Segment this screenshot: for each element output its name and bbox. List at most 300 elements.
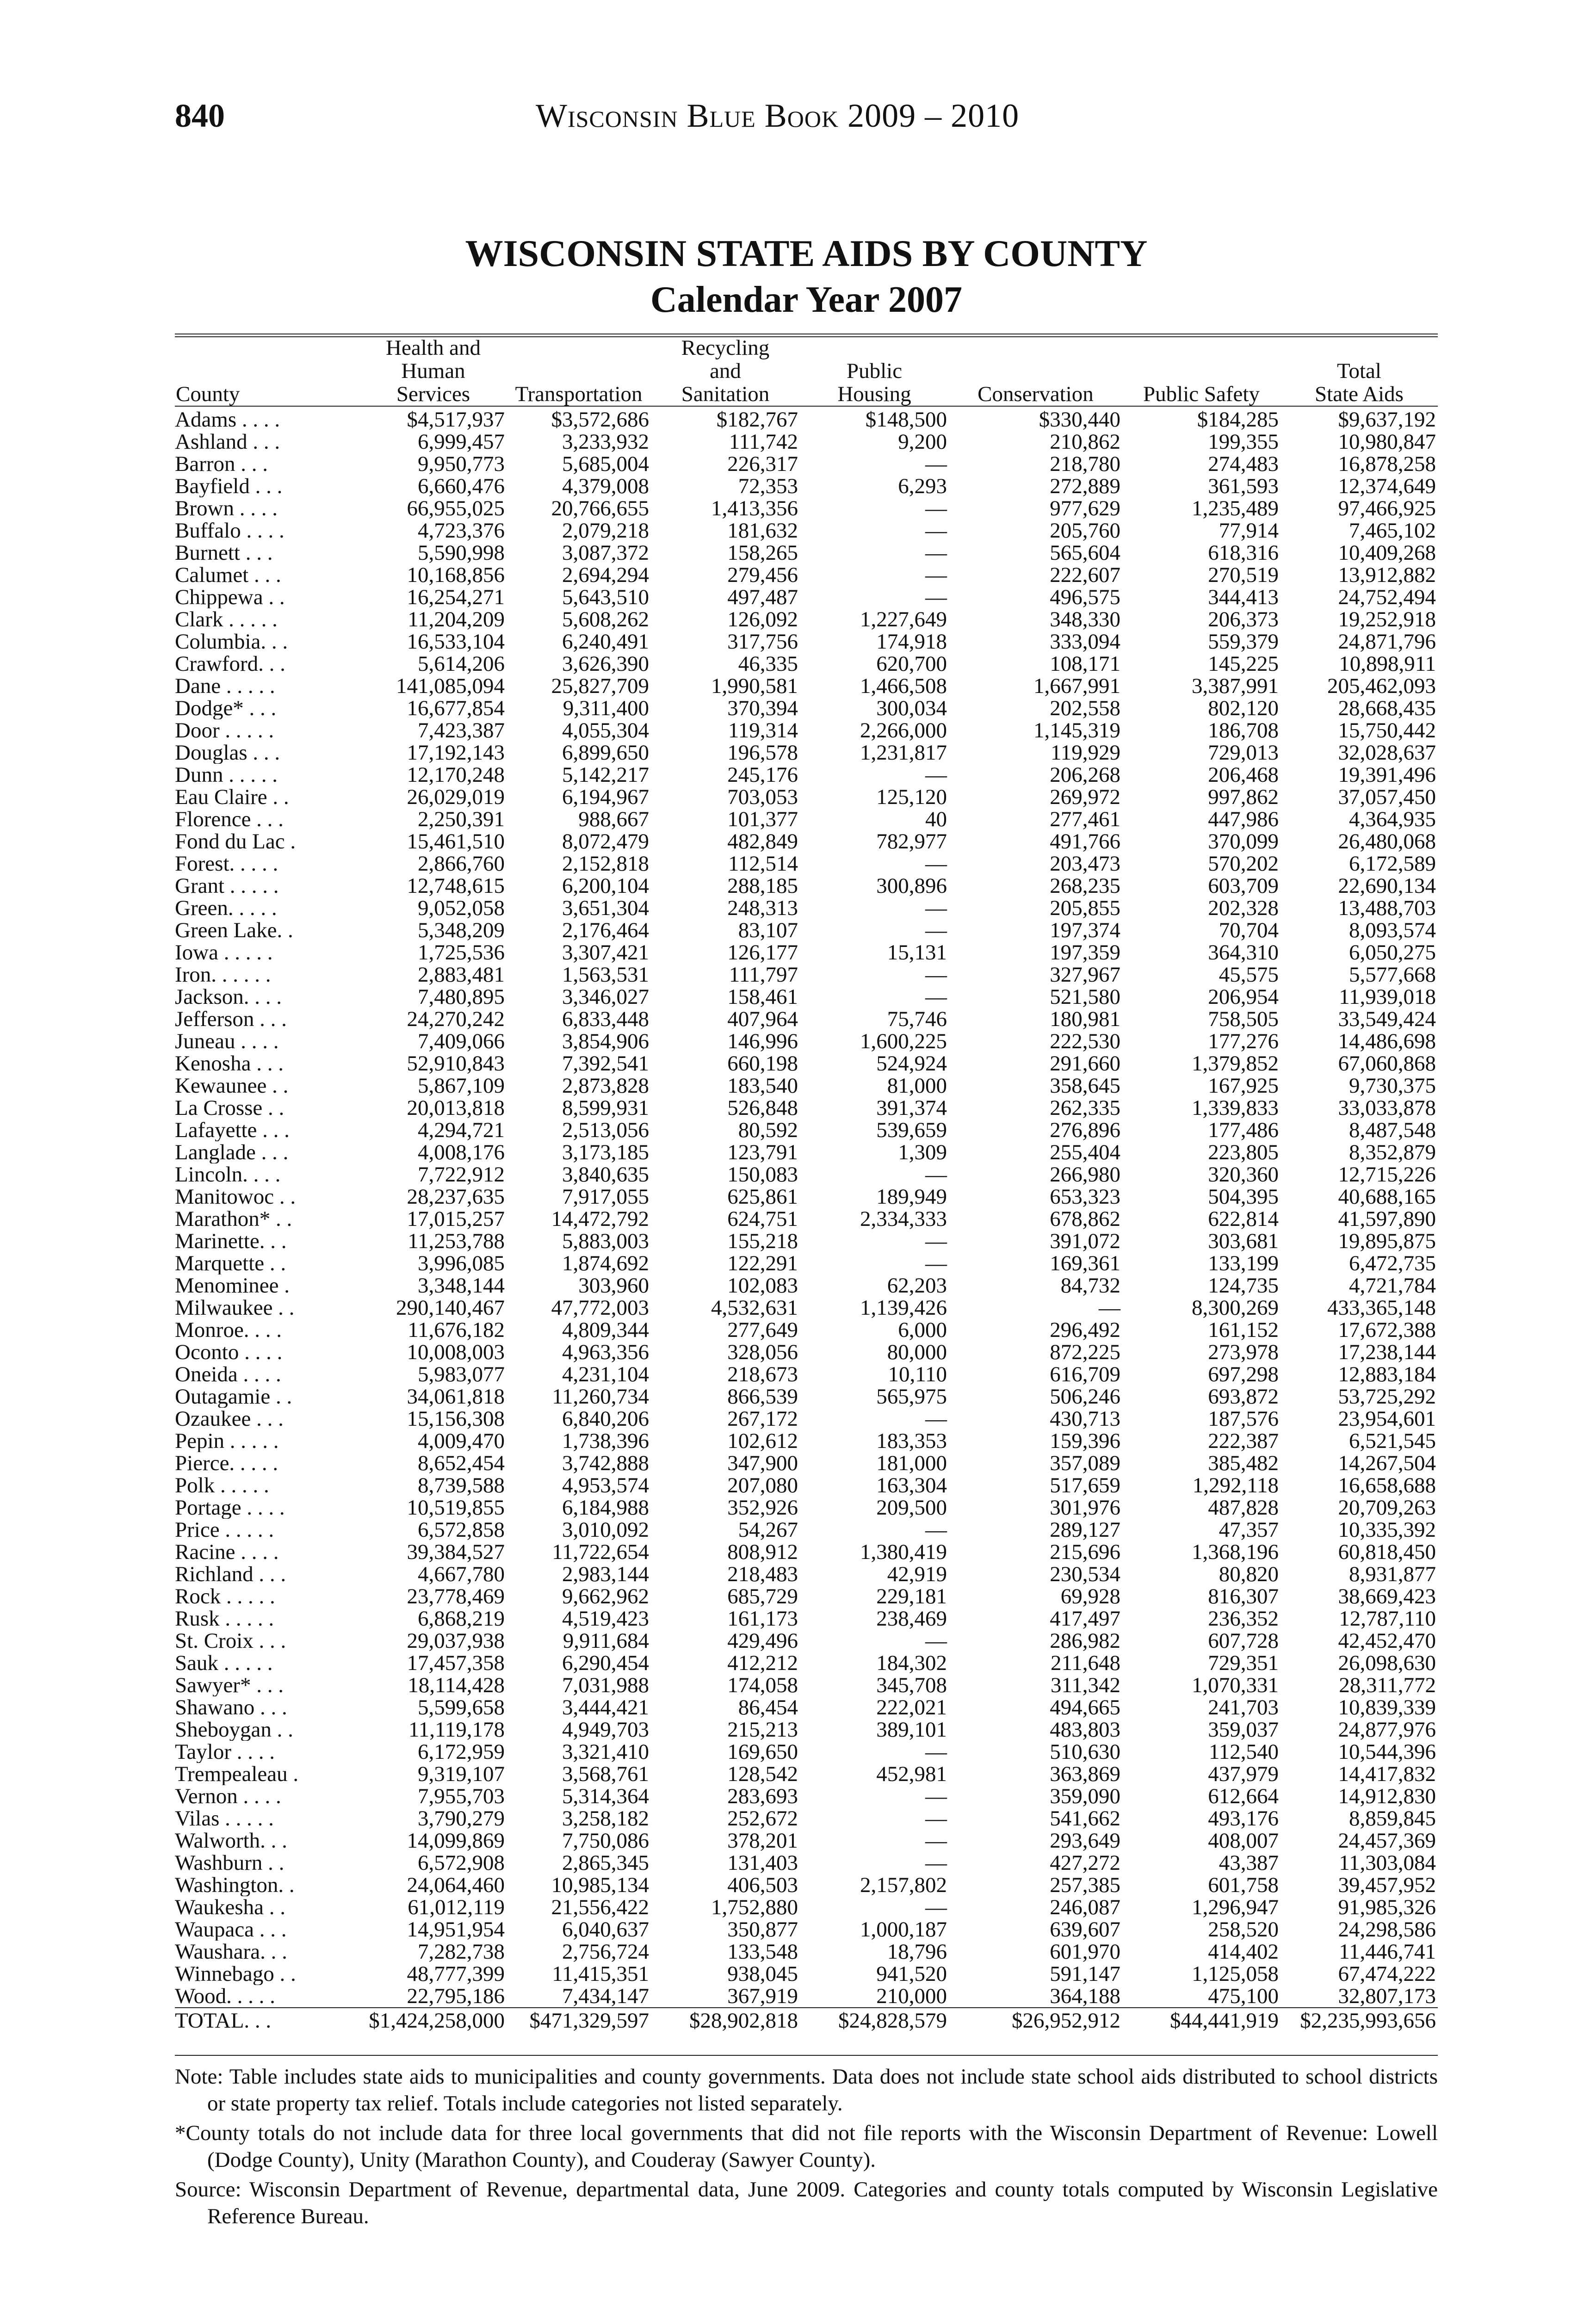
cell-county: Portage . . . . <box>175 1497 285 1519</box>
cell-recycling: 158,265 <box>727 542 798 564</box>
cell-health: 26,029,019 <box>407 786 505 808</box>
cell-total: 12,883,184 <box>1338 1363 1436 1385</box>
cell-health: 9,319,107 <box>418 1763 505 1785</box>
cell-health: 6,572,908 <box>418 1852 505 1874</box>
cell-health: 6,572,858 <box>418 1519 505 1541</box>
cell-transportation: 5,608,262 <box>562 608 649 631</box>
cell-health: 39,384,527 <box>407 1541 505 1563</box>
cell-transportation: 3,173,185 <box>562 1141 649 1163</box>
cell-health: 3,790,279 <box>418 1807 505 1830</box>
col-total-line-1: Total <box>1337 359 1381 383</box>
cell-conservation: 255,404 <box>1050 1141 1120 1163</box>
cell-recycling: 866,539 <box>727 1385 798 1408</box>
cell-conservation: 357,089 <box>1050 1452 1120 1474</box>
cell-transportation: 2,694,294 <box>562 564 649 586</box>
cell-county: Brown . . . . <box>175 497 278 519</box>
cell-conservation: 205,855 <box>1050 897 1120 919</box>
cell-transportation: 6,840,206 <box>562 1408 649 1430</box>
table-row <box>175 986 1438 1008</box>
cell-health: 16,533,104 <box>407 631 505 653</box>
cell-conservation: 1,667,991 <box>1033 675 1120 697</box>
cell-recycling: 267,172 <box>727 1408 798 1430</box>
cell-housing: — <box>925 497 947 519</box>
table-row <box>175 1363 1438 1385</box>
table-row <box>175 1030 1438 1052</box>
cell-transportation: 3,742,888 <box>562 1452 649 1474</box>
cell-health: 3,996,085 <box>418 1252 505 1274</box>
total-row <box>175 2008 1438 2033</box>
cell-recycling: 226,317 <box>727 453 798 475</box>
cell-housing: — <box>925 564 947 586</box>
cell-housing: 6,000 <box>898 1319 947 1341</box>
cell-total: 8,931,877 <box>1349 1563 1436 1585</box>
col-county: County <box>175 336 360 406</box>
cell-conservation: 203,473 <box>1050 853 1120 875</box>
cell-recycling: 86,454 <box>738 1696 798 1719</box>
cell-safety: 1,125,058 <box>1192 1963 1279 1985</box>
cell-transportation: 6,200,104 <box>562 875 649 897</box>
cell-total: 24,877,976 <box>1338 1719 1436 1741</box>
source-text: Source: Wisconsin Department of Revenue, departmental data, June 2009. Categories and county totals computed by Wisconsin Legislative Reference Bureau. <box>175 2177 1438 2228</box>
cell-county: Marinette. . . <box>175 1230 287 1252</box>
cell-total: 28,668,435 <box>1338 697 1436 719</box>
cell-total: 28,311,772 <box>1339 1674 1436 1696</box>
book-title: Wisconsin Blue Book 2009 – 2010 <box>536 97 1020 134</box>
total-label: TOTAL. . . <box>175 2008 360 2033</box>
cell-conservation: 202,558 <box>1050 697 1120 719</box>
cell-total: 22,690,134 <box>1338 875 1436 897</box>
cell-safety: 414,402 <box>1208 1941 1279 1963</box>
cell-conservation: 84,732 <box>1060 1274 1120 1297</box>
cell-housing: 15,131 <box>887 941 947 964</box>
col-recycling-sanitation <box>651 336 800 406</box>
table-row <box>175 1696 1438 1719</box>
cell-recycling: 245,176 <box>727 764 798 786</box>
cell-recycling: 347,900 <box>727 1452 798 1474</box>
cell-health: 14,099,869 <box>407 1830 505 1852</box>
cell-safety: 364,310 <box>1208 941 1279 964</box>
cell-safety: 1,296,947 <box>1192 1896 1279 1918</box>
cell-safety: 997,862 <box>1208 786 1279 808</box>
cell-housing: 1,380,419 <box>860 1541 947 1563</box>
cell-total: 53,725,292 <box>1338 1385 1436 1408</box>
cell-housing: 941,520 <box>876 1963 947 1985</box>
cell-total: 12,787,110 <box>1339 1608 1436 1630</box>
cell-county: Eau Claire . . <box>175 786 289 808</box>
table-title: WISCONSIN STATE AIDS BY COUNTY <box>465 232 1148 274</box>
cell-conservation: 483,803 <box>1050 1719 1120 1741</box>
cell-conservation: 286,982 <box>1050 1630 1120 1652</box>
cell-conservation: 211,648 <box>1050 1652 1120 1674</box>
table-row <box>175 1830 1438 1852</box>
cell-transportation: 2,756,724 <box>562 1941 649 1963</box>
cell-safety: 693,872 <box>1208 1385 1279 1408</box>
cell-conservation: 159,396 <box>1050 1430 1120 1452</box>
cell-transportation: 7,750,086 <box>562 1830 649 1852</box>
cell-total: 14,486,698 <box>1338 1030 1436 1052</box>
total-state-aids: $2,235,993,656 <box>1281 2008 1438 2033</box>
cell-total: 10,544,396 <box>1338 1741 1436 1763</box>
cell-safety: 475,100 <box>1208 1985 1279 2008</box>
cell-safety: 241,703 <box>1208 1696 1279 1719</box>
cell-health: 10,008,003 <box>407 1341 505 1363</box>
cell-conservation: 301,976 <box>1050 1497 1120 1519</box>
cell-housing: 6,293 <box>898 475 947 497</box>
cell-county: Douglas . . . <box>175 742 280 764</box>
cell-recycling: 155,218 <box>727 1230 798 1252</box>
cell-county: Racine . . . . <box>175 1541 279 1563</box>
cell-recycling: 497,487 <box>727 586 798 608</box>
table-row <box>175 1896 1438 1918</box>
cell-housing: 81,000 <box>887 1075 947 1097</box>
cell-housing: 1,231,817 <box>860 742 947 764</box>
cell-safety: 112,540 <box>1208 1741 1279 1763</box>
cell-health: 1,725,536 <box>418 941 505 964</box>
table-row <box>175 1230 1438 1252</box>
cell-conservation: 169,361 <box>1050 1252 1120 1274</box>
table-row <box>175 564 1438 586</box>
cell-county: Dane . . . . . <box>175 675 275 697</box>
table-row <box>175 675 1438 697</box>
table-row <box>175 1608 1438 1630</box>
cell-conservation: 206,268 <box>1050 764 1120 786</box>
table-row <box>175 1474 1438 1497</box>
table-row <box>175 808 1438 830</box>
cell-health: 4,008,176 <box>418 1141 505 1163</box>
cell-health: 4,009,470 <box>418 1430 505 1452</box>
cell-safety: 408,007 <box>1208 1830 1279 1852</box>
table-row <box>175 1385 1438 1408</box>
cell-conservation: — <box>1099 1297 1120 1319</box>
cell-conservation: 272,889 <box>1050 475 1120 497</box>
cell-transportation: 10,985,134 <box>551 1874 649 1896</box>
col-recycling-line-3: Sanitation <box>681 382 770 406</box>
cell-safety: 320,360 <box>1208 1163 1279 1186</box>
cell-recycling: 80,592 <box>738 1119 798 1141</box>
cell-health: 11,204,209 <box>408 608 505 631</box>
cell-total: 10,409,268 <box>1338 542 1436 564</box>
cell-recycling: 119,314 <box>728 719 798 742</box>
cell-housing: 620,700 <box>876 653 947 675</box>
cell-total: 13,912,882 <box>1338 564 1436 586</box>
cell-recycling: 123,791 <box>727 1141 798 1163</box>
table-row <box>175 964 1438 986</box>
cell-housing: 524,924 <box>876 1052 947 1075</box>
cell-recycling: 196,578 <box>727 742 798 764</box>
col-health-line-1: Health and <box>386 336 481 360</box>
cell-total: 19,895,875 <box>1338 1230 1436 1252</box>
cell-transportation: 8,072,479 <box>562 830 649 853</box>
cell-housing: 18,796 <box>887 1941 947 1963</box>
cell-recycling: 126,177 <box>727 941 798 964</box>
cell-transportation: 5,314,364 <box>562 1785 649 1807</box>
cell-housing: 75,746 <box>887 1008 947 1030</box>
total-housing: $24,828,579 <box>800 2008 949 2033</box>
table-row <box>175 1630 1438 1652</box>
cell-county: Burnett . . . <box>175 542 273 564</box>
cell-county: Florence . . . <box>175 808 284 830</box>
table-row <box>175 1918 1438 1941</box>
cell-county: Fond du Lac . <box>175 830 296 853</box>
cell-recycling: 378,201 <box>727 1830 798 1852</box>
cell-recycling: 367,919 <box>727 1985 798 2008</box>
cell-safety: 361,593 <box>1208 475 1279 497</box>
cell-recycling: 279,456 <box>727 564 798 586</box>
cell-housing: — <box>925 1163 947 1186</box>
cell-safety: 816,307 <box>1208 1585 1279 1608</box>
cell-recycling: 112,514 <box>728 853 798 875</box>
cell-conservation: 591,147 <box>1050 1963 1120 1985</box>
cell-transportation: 3,568,761 <box>562 1763 649 1785</box>
cell-county: Green. . . . . <box>175 897 277 919</box>
table-row <box>175 1163 1438 1186</box>
cell-housing: — <box>925 1852 947 1874</box>
table-row <box>175 1874 1438 1896</box>
cell-housing: 2,266,000 <box>860 719 947 742</box>
cell-county: Bayfield . . . <box>175 475 283 497</box>
cell-total: 20,709,263 <box>1338 1497 1436 1519</box>
table-row <box>175 764 1438 786</box>
cell-conservation: 289,127 <box>1050 1519 1120 1541</box>
cell-health: 15,156,308 <box>407 1408 505 1430</box>
cell-county: Door . . . . . <box>175 719 274 742</box>
cell-housing: 1,227,649 <box>860 608 947 631</box>
cell-conservation: 69,928 <box>1060 1585 1120 1608</box>
cell-conservation: 678,862 <box>1050 1208 1120 1230</box>
cell-health: 29,037,938 <box>407 1630 505 1652</box>
cell-county: Dunn . . . . . <box>175 764 278 786</box>
cell-health: 61,012,119 <box>408 1896 505 1918</box>
cell-conservation: 430,713 <box>1050 1408 1120 1430</box>
cell-conservation: 180,981 <box>1050 1008 1120 1030</box>
cell-conservation: 215,696 <box>1050 1541 1120 1563</box>
cell-health: 7,423,387 <box>418 719 505 742</box>
cell-safety: 802,120 <box>1208 697 1279 719</box>
cell-transportation: 2,983,144 <box>562 1563 649 1585</box>
cell-health: 52,910,843 <box>407 1052 505 1075</box>
cell-health: 12,170,248 <box>407 764 505 786</box>
cell-safety: 697,298 <box>1208 1363 1279 1385</box>
table-row <box>175 1252 1438 1274</box>
total-recycling: $28,902,818 <box>651 2008 800 2033</box>
cell-recycling: 111,742 <box>729 431 798 453</box>
cell-recycling: 102,612 <box>727 1430 798 1452</box>
cell-conservation: 197,359 <box>1050 941 1120 964</box>
cell-transportation: 2,865,345 <box>562 1852 649 1874</box>
cell-county: Clark . . . . . <box>175 608 278 631</box>
cell-recycling: 248,313 <box>727 897 798 919</box>
table-row <box>175 475 1438 497</box>
cell-county: Outagamie . . <box>175 1385 292 1408</box>
cell-county: Rusk . . . . . <box>175 1608 274 1630</box>
cell-transportation: 4,379,008 <box>562 475 649 497</box>
cell-county: Sauk . . . . . <box>175 1652 273 1674</box>
cell-transportation: 5,643,510 <box>562 586 649 608</box>
cell-total: 40,688,165 <box>1338 1186 1436 1208</box>
cell-transportation: 3,233,932 <box>562 431 649 453</box>
cell-safety: 359,037 <box>1208 1719 1279 1741</box>
cell-county: Monroe. . . . <box>175 1319 282 1341</box>
cell-safety: $184,285 <box>1197 408 1279 431</box>
table-row <box>175 1008 1438 1030</box>
cell-total: 10,898,911 <box>1339 653 1436 675</box>
cell-conservation: 417,497 <box>1050 1608 1120 1630</box>
cell-health: 16,677,854 <box>407 697 505 719</box>
cell-safety: 274,483 <box>1208 453 1279 475</box>
cell-total: 4,364,935 <box>1349 808 1436 830</box>
cell-total: 17,238,144 <box>1338 1341 1436 1363</box>
cell-safety: 618,316 <box>1208 542 1279 564</box>
cell-recycling: 352,926 <box>727 1497 798 1519</box>
cell-total: 24,457,369 <box>1338 1830 1436 1852</box>
cell-transportation: 3,346,027 <box>562 986 649 1008</box>
cell-housing: — <box>925 764 947 786</box>
cell-conservation: 333,094 <box>1050 631 1120 653</box>
cell-safety: 729,013 <box>1208 742 1279 764</box>
cell-county: Lafayette . . . <box>175 1119 290 1141</box>
table-row <box>175 719 1438 742</box>
cell-recycling: 625,861 <box>727 1186 798 1208</box>
cell-housing: 300,034 <box>876 697 947 719</box>
col-housing-line-2: Housing <box>837 382 911 406</box>
col-housing-line-1: Public <box>846 359 903 383</box>
cell-safety: 77,914 <box>1219 519 1279 542</box>
cell-housing: — <box>925 1807 947 1830</box>
cell-recycling: 128,542 <box>727 1763 798 1785</box>
cell-health: 7,480,895 <box>418 986 505 1008</box>
cell-total: 39,457,952 <box>1338 1874 1436 1896</box>
cell-total: $9,637,192 <box>1338 408 1436 431</box>
cell-county: Winnebago . . <box>175 1963 296 1985</box>
cell-total: 97,466,925 <box>1338 497 1436 519</box>
cell-conservation: 363,869 <box>1050 1763 1120 1785</box>
cell-county: Buffalo . . . . <box>175 519 285 542</box>
cell-transportation: 3,087,372 <box>562 542 649 564</box>
cell-health: 6,660,476 <box>418 475 505 497</box>
cell-total: 9,730,375 <box>1349 1075 1436 1097</box>
cell-transportation: 11,722,654 <box>552 1541 649 1563</box>
cell-housing: 2,334,333 <box>860 1208 947 1230</box>
cell-safety: 1,235,489 <box>1192 497 1279 519</box>
cell-transportation: 1,738,396 <box>562 1430 649 1452</box>
col-total-state-aids <box>1281 336 1438 406</box>
cell-transportation: 6,040,637 <box>562 1918 649 1941</box>
cell-recycling: 126,092 <box>727 608 798 631</box>
col-recycling-line-2: and <box>710 359 741 383</box>
cell-health: 5,867,109 <box>418 1075 505 1097</box>
total-transportation: $471,329,597 <box>507 2008 651 2033</box>
cell-health: 66,955,025 <box>407 497 505 519</box>
table-subtitle: Calendar Year 2007 <box>650 279 963 320</box>
cell-conservation: 311,342 <box>1050 1674 1120 1696</box>
cell-safety: 8,300,269 <box>1192 1297 1279 1319</box>
col-conservation: Conservation <box>949 336 1122 406</box>
table-row <box>175 1852 1438 1874</box>
cell-transportation: 5,142,217 <box>562 764 649 786</box>
cell-housing: — <box>925 853 947 875</box>
table-row <box>175 1563 1438 1585</box>
cell-health: 11,119,178 <box>408 1719 505 1741</box>
cell-recycling: 161,173 <box>727 1608 798 1630</box>
cell-recycling: 146,996 <box>727 1030 798 1052</box>
cell-housing: — <box>925 519 947 542</box>
cell-county: Walworth. . . <box>175 1830 287 1852</box>
col-health-human-services <box>360 336 507 406</box>
cell-county: Forest. . . . . <box>175 853 278 875</box>
table-row <box>175 1341 1438 1363</box>
cell-transportation: 4,231,104 <box>562 1363 649 1385</box>
cell-health: 17,457,358 <box>407 1652 505 1674</box>
col-public-housing <box>800 336 949 406</box>
cell-recycling: 122,291 <box>727 1252 798 1274</box>
note-text: Note: Table includes state aids to municipalities and county governments. Data does not include state school aids distributed to school districts or state property tax relief. Totals include categories not listed separately. <box>175 2065 1438 2115</box>
cell-housing: — <box>925 919 947 941</box>
cell-total: 33,033,878 <box>1338 1097 1436 1119</box>
table-row <box>175 1807 1438 1830</box>
cell-transportation: 25,827,709 <box>551 675 649 697</box>
cell-recycling: 317,756 <box>727 631 798 653</box>
cell-conservation: 364,188 <box>1050 1985 1120 2008</box>
cell-recycling: 350,877 <box>727 1918 798 1941</box>
table-row <box>175 1719 1438 1741</box>
table-row <box>175 608 1438 631</box>
cell-transportation: 6,194,967 <box>562 786 649 808</box>
page-number: 840 <box>175 97 225 134</box>
cell-safety: 223,805 <box>1208 1141 1279 1163</box>
cell-conservation: 269,972 <box>1050 786 1120 808</box>
table-row <box>175 1519 1438 1541</box>
table-row <box>175 1408 1438 1430</box>
cell-county: Menominee . <box>175 1274 290 1297</box>
table-row <box>175 1985 1438 2008</box>
cell-health: 22,795,186 <box>407 1985 505 2008</box>
cell-housing: 389,101 <box>876 1719 947 1741</box>
cell-recycling: 150,083 <box>727 1163 798 1186</box>
cell-transportation: 3,307,421 <box>562 941 649 964</box>
cell-recycling: 288,185 <box>727 875 798 897</box>
cell-housing: 40 <box>925 808 947 830</box>
cell-county: Taylor . . . . <box>175 1741 275 1763</box>
cell-total: 6,521,545 <box>1349 1430 1436 1452</box>
table-row <box>175 1741 1438 1763</box>
cell-conservation: 222,607 <box>1050 564 1120 586</box>
cell-county: Kewaunee . . <box>175 1075 289 1097</box>
cell-recycling: 183,540 <box>727 1075 798 1097</box>
cell-housing: 80,000 <box>887 1341 947 1363</box>
cell-transportation: 5,883,003 <box>562 1230 649 1252</box>
cell-conservation: 517,659 <box>1050 1474 1120 1497</box>
table-row <box>175 1097 1438 1119</box>
table-row <box>175 1319 1438 1341</box>
cell-conservation: 616,709 <box>1050 1363 1120 1385</box>
table-row <box>175 1763 1438 1785</box>
cell-county: Dodge* . . . <box>175 697 277 719</box>
cell-recycling: 83,107 <box>738 919 798 941</box>
cell-conservation: 293,649 <box>1050 1830 1120 1852</box>
cell-county: Waupaca . . . <box>175 1918 287 1941</box>
cell-county: Vernon . . . . <box>175 1785 281 1807</box>
cell-health: 11,253,788 <box>408 1230 505 1252</box>
cell-county: Ozaukee . . . <box>175 1408 284 1430</box>
cell-conservation: 391,072 <box>1050 1230 1120 1252</box>
cell-recycling: $182,767 <box>716 408 798 431</box>
table-header <box>175 336 1438 406</box>
cell-recycling: 703,053 <box>727 786 798 808</box>
cell-recycling: 72,353 <box>738 475 798 497</box>
cell-safety: 1,368,196 <box>1192 1541 1279 1563</box>
cell-total: 16,658,688 <box>1338 1474 1436 1497</box>
cell-recycling: 429,496 <box>727 1630 798 1652</box>
